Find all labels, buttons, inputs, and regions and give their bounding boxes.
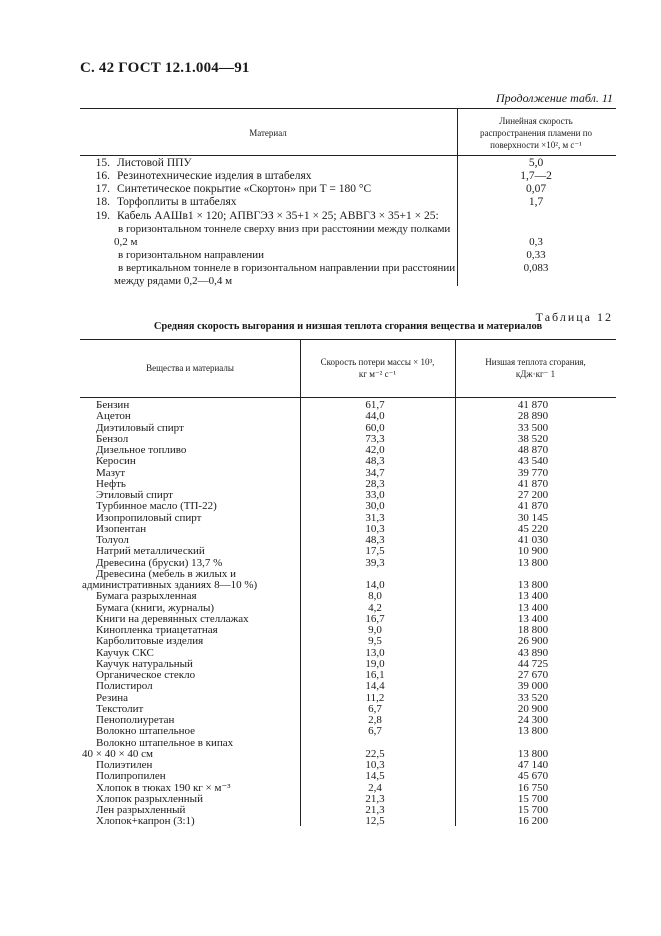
row-heat: 33 500 (517, 421, 549, 434)
row-substance: Изопропиловый спирт (96, 511, 202, 524)
row-material: Листовой ППУ (117, 157, 192, 169)
row-heat: 15 700 (517, 792, 549, 805)
table12-row (80, 738, 616, 749)
row-rate: 8,0 (368, 590, 382, 603)
subrow-line: 0,2 м (114, 236, 138, 248)
row-rate: 34,7 (365, 466, 385, 479)
table11-col-material: Материал (249, 128, 287, 138)
row-rate: 73,3 (365, 432, 385, 445)
row-material: Резинотехнические изделия в штабелях (117, 170, 312, 182)
table12-row (80, 771, 616, 782)
row-heat: 20 900 (517, 702, 549, 715)
row-substance: Древесина (бруски) 13,7 % (96, 556, 223, 569)
row-heat: 39 770 (517, 466, 549, 479)
table12-header-rule (80, 397, 616, 398)
row-heat: 27 670 (517, 669, 549, 681)
row-speed: 0,07 (525, 183, 547, 195)
row-rate: 21,3 (365, 804, 385, 816)
row-heat: 41 870 (517, 500, 549, 513)
row-heat: 48 870 (517, 444, 549, 456)
table11-top-rule (80, 108, 616, 109)
row-heat: 45 670 (517, 770, 549, 783)
row-rate: 11,2 (365, 691, 385, 704)
table12-row (80, 693, 616, 704)
col-speed-line: распространения пламени по (479, 128, 593, 138)
row-heat: 27 200 (517, 489, 549, 501)
table12-row (80, 423, 616, 434)
row-heat: 16 750 (517, 781, 549, 794)
row-rate: 6,7 (368, 725, 382, 738)
table12-label: Таблица 12 (535, 310, 613, 324)
row-heat: 10 900 (517, 545, 549, 558)
subrow-speed: 0,33 (526, 249, 546, 261)
row-rate: 42,0 (365, 444, 385, 456)
row-heat: 33 520 (517, 691, 549, 704)
row-number: 17. (95, 183, 110, 195)
row-substance: Органическое стекло (96, 669, 196, 681)
row-substance: Бензол (96, 432, 129, 445)
table12-row (80, 636, 616, 647)
row-heat: 30 145 (517, 511, 549, 524)
row-heat: 13 800 (517, 747, 549, 760)
row-substance: Пенополиуретан (96, 714, 175, 726)
subrow-speed: 0,083 (523, 262, 549, 274)
row-rate: 2,4 (368, 781, 382, 794)
row-rate: 31,3 (365, 511, 385, 524)
row-substance: Полистирол (96, 680, 153, 693)
subrow-line: в вертикальном тоннеле в горизонтальном направлении при расстоянии (118, 262, 456, 274)
row-heat: 44 725 (517, 657, 549, 670)
row-rate: 6,7 (368, 702, 382, 715)
row-speed: 5,0 (528, 157, 544, 169)
table11-col-speed (457, 115, 615, 151)
row-rate: 13,0 (365, 646, 385, 659)
row-substance: Диэтиловый спирт (96, 421, 184, 434)
table12-col-heat (455, 356, 616, 380)
row-heat: 18 800 (517, 624, 549, 636)
row-heat: 38 520 (517, 432, 549, 445)
row-substance: Книги на деревянных стеллажах (96, 612, 249, 625)
row-number: 15. (95, 157, 110, 169)
row-heat: 39 000 (517, 680, 549, 693)
row-substance: Керосин (96, 455, 136, 468)
table12-col-substance: Вещества и материалы (146, 363, 234, 373)
table12-row (80, 411, 616, 422)
row-rate: 10,3 (365, 522, 385, 535)
col-heat-line: Низшая теплота сгорания, (485, 357, 586, 367)
subrow-line: между рядами 0,2—0,4 м (114, 275, 233, 287)
table12-row (80, 513, 616, 524)
row-number: 16. (95, 170, 110, 182)
row-heat: 28 890 (517, 410, 549, 423)
row-number: 18. (95, 196, 110, 208)
row-rate: 16,7 (365, 612, 385, 625)
row-material: Торфоплиты в штабелях (117, 196, 237, 208)
table12-row (80, 648, 616, 659)
row-rate: 22,5 (365, 747, 385, 760)
row-rate: 48,3 (365, 455, 385, 468)
table12-row (80, 558, 616, 569)
row-substance: Хлопок разрыхленный (96, 792, 203, 805)
row-heat: 13 400 (517, 612, 549, 625)
row-substance: Каучук СКС (96, 646, 154, 659)
row-heat: 41 870 (517, 399, 549, 411)
row-substance: Полипропилен (96, 770, 166, 783)
row-heat: 15 700 (517, 804, 549, 816)
table12-row (80, 546, 616, 557)
table12-row (80, 501, 616, 512)
col-speed-line: поверхности ×10², м с⁻¹ (490, 140, 582, 150)
row-substance: Изопентан (96, 522, 147, 535)
table12-row (80, 726, 616, 737)
row-rate: 4,2 (368, 601, 382, 614)
table12-row (80, 468, 616, 479)
row-rate: 30,0 (365, 500, 385, 513)
row-substance: Толуол (96, 534, 129, 546)
subrow-speed: 0,3 (529, 236, 543, 248)
row-rate: 17,5 (365, 545, 385, 558)
row-substance: Турбинное масло (ТП-22) (96, 500, 217, 513)
row-rate: 44,0 (365, 410, 385, 423)
row-substance: Лен разрыхленный (96, 804, 186, 816)
row-substance: Хлопок+капрон (3:1) (96, 815, 195, 828)
row-rate: 61,7 (365, 399, 385, 411)
subrow-line: в горизонтальном направлении (118, 249, 265, 261)
table11-subrow (114, 223, 463, 249)
table12-row (80, 783, 616, 794)
row-rate: 9,5 (368, 635, 382, 648)
table11-subrow (114, 262, 463, 288)
row-heat: 13 400 (517, 590, 549, 603)
table12-col-rate (300, 356, 455, 380)
row-heat: 47 140 (517, 759, 549, 771)
row-rate: 48,3 (365, 534, 385, 546)
row-substance: Кинопленка триацетатная (96, 624, 218, 636)
col-rate-line: Скорость потери массы × 10³, (320, 357, 435, 367)
row-number: 19. (95, 210, 110, 222)
table12-row (80, 591, 616, 602)
table11-header-rule (80, 155, 616, 156)
row-heat: 13 800 (517, 556, 549, 569)
col-rate-line: кг м⁻² с⁻¹ (358, 369, 397, 379)
row-heat: 43 540 (517, 455, 549, 468)
continuation-label: Продолжение табл. 11 (495, 91, 613, 105)
row-substance: административных зданиях 8—10 %) (82, 579, 258, 591)
row-heat: 13 400 (517, 601, 549, 614)
row-rate: 14,5 (365, 770, 385, 783)
row-rate: 12,5 (365, 815, 385, 828)
row-substance: Мазут (96, 466, 126, 479)
subrow-line: в горизонтальном тоннеле сверху вниз при расстоянии между полками (118, 223, 451, 235)
col-speed-line: Линейная скорость (499, 116, 573, 126)
row-material: Синтетическое покрытие «Скортон» при T = 180 °C (117, 183, 372, 195)
table12-row (80, 816, 616, 827)
row-heat: 41 870 (517, 477, 549, 490)
row-substance: Бензин (96, 399, 130, 411)
row-rate: 39,3 (365, 556, 385, 569)
table12-row (80, 681, 616, 692)
row-heat: 16 200 (517, 815, 549, 828)
row-rate: 10,3 (365, 759, 385, 771)
row-substance: Бумага разрыхленная (96, 590, 197, 603)
row-substance: Волокно штапельное (96, 725, 195, 738)
row-rate: 28,3 (365, 477, 385, 490)
row-substance: Волокно штапельное в кипах (96, 736, 234, 749)
row-rate: 60,0 (365, 421, 385, 434)
table12-row (80, 456, 616, 467)
row-heat: 13 800 (517, 579, 549, 591)
row-heat: 13 800 (517, 725, 549, 738)
row-heat: 41 030 (517, 534, 549, 546)
row-speed: 1,7 (528, 196, 544, 208)
row-speed: 1,7—2 (520, 170, 552, 182)
row-substance: Древесина (мебель в жилых и (96, 567, 237, 580)
row-heat: 26 900 (517, 635, 549, 648)
row-substance: Бумага (книги, журналы) (96, 601, 214, 614)
row-rate: 21,3 (365, 792, 385, 805)
row-material: Кабель ААШв1 × 120; АПВГЭЗ × 35+1 × 25; АВВГЗ × 35+1 × 25: (117, 210, 439, 222)
row-substance: Ацетон (96, 410, 131, 423)
row-rate: 33,0 (365, 489, 385, 501)
row-substance: Каучук натуральный (96, 657, 193, 670)
row-substance: Натрий металлический (96, 545, 205, 558)
row-substance: Полиэтилен (96, 759, 153, 771)
page-header: С. 42 ГОСТ 12.1.004—91 (80, 60, 250, 76)
table12-title: Средняя скорость выгорания и низшая теплота сгорания вещества и материалов (153, 321, 543, 332)
table12-row (80, 603, 616, 614)
row-heat: 45 220 (517, 522, 549, 535)
row-heat: 43 890 (517, 646, 549, 659)
row-substance: Карболитовые изделия (96, 635, 204, 648)
row-heat: 24 300 (517, 714, 549, 726)
row-rate: 2,8 (368, 714, 382, 726)
row-substance: Текстолит (96, 702, 144, 715)
row-substance: Резина (96, 691, 128, 704)
row-rate: 9,0 (368, 624, 382, 636)
row-substance: 40 × 40 × 40 см (82, 747, 154, 760)
row-rate: 14,4 (365, 680, 385, 693)
row-rate: 19,0 (365, 657, 385, 670)
row-substance: Этиловый спирт (96, 489, 173, 501)
row-substance: Нефть (96, 477, 126, 490)
table11-subrow (118, 249, 463, 262)
col-heat-line: кДж·кг⁻ 1 (515, 369, 556, 379)
row-rate: 16,1 (365, 669, 385, 681)
row-rate: 14,0 (365, 579, 385, 591)
row-substance: Дизельное топливо (96, 444, 187, 456)
row-substance: Хлопок в тюках 190 кг × м⁻³ (96, 781, 231, 794)
table12-top-rule (80, 339, 616, 340)
